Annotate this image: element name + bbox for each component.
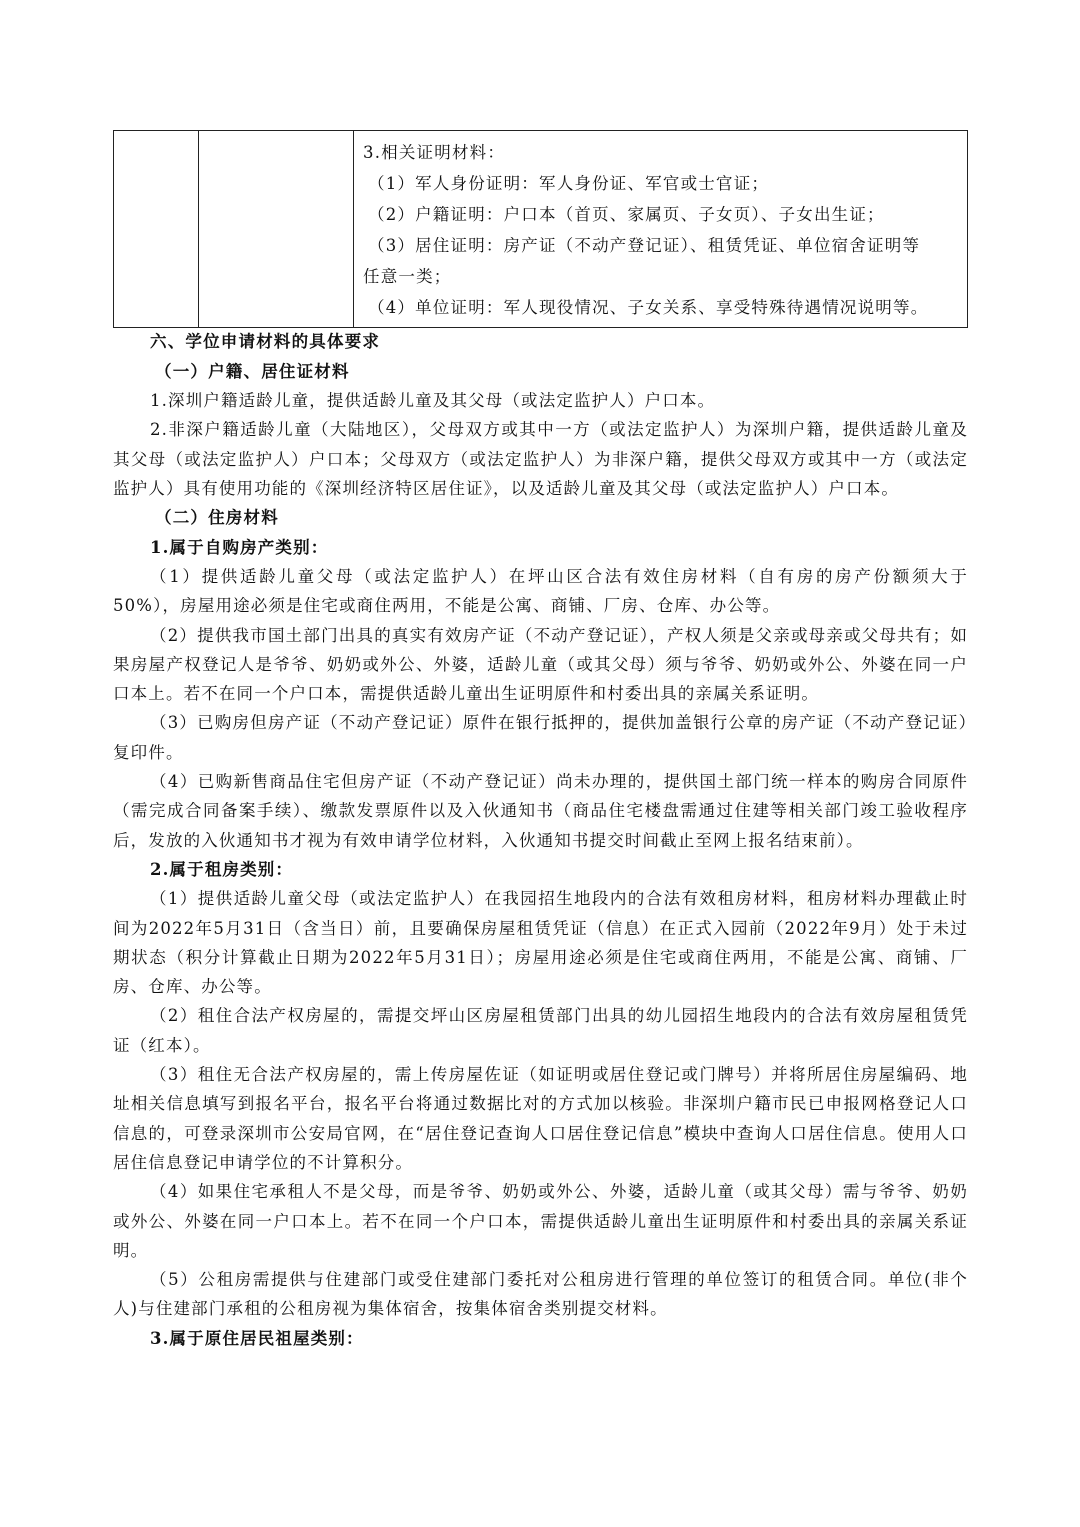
- paragraph: （2）租住合法产权房屋的，需提交坪山区房屋租赁部门出具的幼儿园招生地段内的合法有效房屋租赁凭证（红本）。: [113, 1006, 968, 1055]
- category-heading: 2.属于租房类别：: [150, 859, 294, 879]
- paragraph: （4）已购新售商品住宅但房产证（不动产登记证）尚未办理的，提供国土部门统一样本的购房合同原件（需完成合同备案手续）、缴款发票原件以及入伙通知书（商品住宅楼盘需通过住建等相关部门竣工验收程序后，发放的入伙通知书才视为有效申请学位材料，入伙通知书提交时间截止至网上报名结束前）。: [113, 772, 968, 850]
- document-body: [113, 327, 968, 1353]
- table-line: （4）单位证明：军人现役情况、子女关系、享受特殊待遇情况说明等。: [368, 298, 929, 317]
- table-line: （2）户籍证明：户口本（首页、家属页、子女页）、子女出生证；: [368, 205, 885, 224]
- table-line: （3）居住证明：房产证（不动产登记证）、租赁凭证、单位宿舍证明等: [368, 236, 921, 255]
- subsection-heading: （二）住房材料: [155, 508, 279, 528]
- section-heading: 六、学位申请材料的具体要求: [150, 332, 381, 351]
- paragraph: （4）如果住宅承租人不是父母，而是爷爷、奶奶或外公、外婆，适龄儿童（或其父母）需与爷爷、奶奶或外公、外婆在同一户口本上。若不在同一个户口本，需提供适龄儿童出生证明原件和村委出具的亲属关系证明。: [113, 1182, 968, 1260]
- category-heading: 3.属于原住居民祖屋类别：: [150, 1328, 364, 1348]
- paragraph: （1）提供适龄儿童父母（或法定监护人）在我园招生地段内的合法有效租房材料，租房材料办理截止时间为2022年5月31日（含当日）前，且要确保房屋租赁凭证（信息）在正式入园前（2022年9月）处于未过期状态（积分计算截止日期为2022年5月31日）；房屋用途必须是住宅或商住两用，不能是公寓、商铺、厂房、仓库、办公等。: [113, 889, 968, 997]
- paragraph: （1）提供适龄儿童父母（或法定监护人）在坪山区合法有效住房材料（自有房的房产份额须大于50%），房屋用途必须是住宅或商住两用，不能是公寓、商铺、厂房、仓库、办公等。: [113, 566, 968, 616]
- paragraph: （3）租住无合法产权房屋的，需上传房屋佐证（如证明或居住登记或门牌号）并将所居住房屋编码、地址相关信息填写到报名平台，报名平台将通过数据比对的方式加以核验。非深圳户籍市民已申报网格登记人口信息的，可登录深圳市公安局官网，在“居住登记查询人口居住登记信息”模块中查询人口居住信息。使用人口居住信息登记申请学位的不计算积分。: [113, 1065, 968, 1172]
- table-cell-empty-1: [114, 131, 199, 328]
- table-line: 3.相关证明材料：: [363, 143, 506, 162]
- requirements-table-continuation: [113, 130, 968, 328]
- paragraph: 1.深圳户籍适龄儿童，提供适龄儿童及其父母（或法定监护人）户口本。: [150, 391, 716, 410]
- table-line: 任意一类；: [363, 267, 452, 286]
- paragraph: （3）已购房但房产证（不动产登记证）原件在银行抵押的，提供加盖银行公章的房产证（不动产登记证）复印件。: [113, 713, 968, 762]
- paragraph: 2.非深户籍适龄儿童（大陆地区），父母双方或其中一方（或法定监护人）为深圳户籍，提供适龄儿童及其父母（或法定监护人）户口本；父母双方（或法定监护人）为非深户籍，提供父母双方或其中一方（或法定监护人）具有使用功能的《深圳经济特区居住证》，以及适龄儿童及其父母（或法定监护人）户口本。: [113, 420, 968, 498]
- paragraph: （2）提供我市国土部门出具的真实有效房产证（不动产登记证），产权人须是父亲或母亲或父母共有；如果房屋产权登记人是爷爷、奶奶或外公、外婆，适龄儿童（或其父母）须与爷爷、奶奶或外公、外婆在同一户口本上。若不在同一个户口本，需提供适龄儿童出生证明原件和村委出具的亲属关系证明。: [113, 625, 968, 704]
- table-cell-proof-materials: [354, 131, 968, 328]
- table-line: （1）军人身份证明：军人身份证、军官或士官证；: [368, 174, 770, 193]
- table-row: [114, 131, 968, 328]
- paragraph: （5）公租房需提供与住建部门或受住建部门委托对公租房进行管理的单位签订的租赁合同。单位(非个人)与住建部门承租的公租房视为集体宿舍，按集体宿舍类别提交材料。: [113, 1270, 968, 1319]
- category-heading: 1.属于自购房产类别：: [150, 537, 329, 557]
- subsection-heading: （一）户籍、居住证材料: [155, 361, 350, 381]
- table-cell-empty-2: [199, 131, 354, 328]
